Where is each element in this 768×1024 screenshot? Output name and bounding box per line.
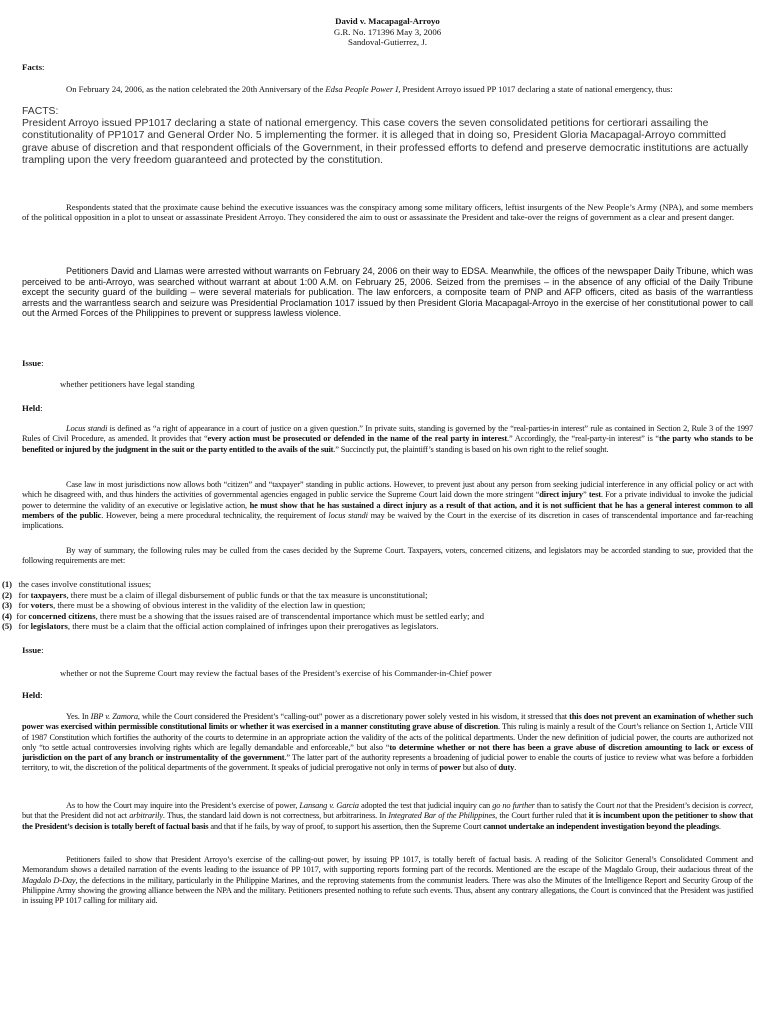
held-1-paragraph-2: Case law in most jurisdictions now allows both “citizen” and “taxpayer” standing in public actions. However, to prevent just about any person from seeking judicial interference in any official policy or act with which he disagreed with, and thus hinders the activities of governmental agencies engaged in public service the Supreme Court laid down the more stringent “direct injury” test. For a private individual to invoke the judicial power to determine the validity of an executive or legislative action, he must show that he has sustained a direct injury as a result of that action, and it is not sufficient that he has a general interest common to all members of the public. However, being a mere procedural technicality, the requirement of locus standi may be waived by the Court in the exercise of its discretion in cases of transcendental importance and far-reaching implications. — [22, 480, 754, 531]
requirements-list — [2, 579, 742, 632]
facts-intro-text-end: President Arroyo issued PP 1017 declaring a state of national emergency, thus: — [400, 84, 673, 94]
held-2-heading: Held: — [22, 690, 43, 700]
gr-number: G.R. No. 171396 May 3, 2006 — [333, 26, 442, 37]
respondents-paragraph — [22, 202, 753, 223]
held-1-heading: Held: — [22, 403, 43, 413]
facts-heading: Facts: — [22, 62, 45, 72]
petitioners-text: Petitioners David and Llamas were arrested without warrants on February 24, 2006 on their way to EDSA. Meanwhile, the offices of the newspaper Daily Tribune, which was perceived to be anti-Arroyo, was searched without warrant at about 1:00 A.M. on February 25, 2006. Seized from the premises – in the absence of any official of the Daily Tribune except the security guard of the building – were several materials for publication. The law enforcers, a composite team of PNP and AFP officers, cited as basis of the warrantless arrests and the warrantless search and seizure was Presidential Proclamation 1017 issued by then President Gloria Macapagal-Arroyo in the exercise of her constitutional power to call out the Armed Forces of the Philippines to prevent or suppress lawless violence. — [22, 266, 753, 318]
facts-summary — [22, 106, 753, 167]
petitioners-paragraph — [22, 266, 753, 319]
held-1-paragraph-1: Locus standi is defined as “a right of appearance in a court of justice on a given question.” In private suits, standing is governed by the “real-parties-in interest” rule as contained in Section 2, Rule 3 of the 1997 Rules of Civil Procedure, as amended. It provides that “every action must be prosecuted or defended in the name of the real party in interest.” Accordingly, the “real-party-in interest” is “the party who stands to be benefited or injured by the judgment in the suit or the party entitled to the avails of the suit.” Succinctly put, the plaintiff’s standing is based on his own right to the relief sought. — [22, 424, 754, 454]
facts-summary-text: President Arroyo issued PP1017 declaring a state of national emergency. This case covers the seven consolidated petitions for certiorari assailing the constitutionality of PP1017 and General Order No. 5 implementing the former. it is alleged that in doing so, President Gloria Macapagal-Arroyo committed grave abuse of discretion and that respondent officials of the Government, in their professed efforts to defend and preserve democratic institutions are actually trampling upon the very freedom guaranteed and protected by the constitution. — [22, 118, 749, 166]
issue-2-heading: Issue: — [22, 645, 44, 655]
issue-2-text — [22, 668, 753, 678]
list-item: (4) for concerned citizens, there must be a showing that the issues raised are of transcendental importance which must be settled early; and — [2, 610, 485, 621]
held-2-paragraph-1: Yes. In IBP v. Zamora, while the Court considered the President’s “calling-out” power as a discretionary power solely vested in his wisdom, it stressed that this does not prevent an examination of whether such power was exercised within permissible constitutional limits or whether it was exercised in a manner constituting grave abuse of discretion. This ruling is mainly a result of the Court’s reliance on Section 1, Article VIII of 1987 Constitution which fortifies the authority of the courts to determine in an appropriate action the validity of the acts of the political departments. Under the new definition of judicial power, the courts are authorized not only “to settle actual controversies involving rights which are legally demandable and enforceable,” but also “to determine whether or not there has been a grave abuse of discretion amounting to lack or excess of jurisdiction on the part of any branch or instrumentality of the government.” The latter part of the authority represents a broadening of judicial power to enable the courts of justice to review what was before a forbidden territory, to wit, the discretion of the political departments of the government. It speaks of judicial prerogative not only in terms of power but also of duty. — [22, 712, 754, 773]
held-1-paragraph-3: By way of summary, the following rules may be culled from the cases decided by the Supreme Court. Taxpayers, voters, concerned citizens, and legislators may be accorded standing to sue, provided that the following requirements are met: — [22, 546, 753, 566]
issue-1-text — [22, 379, 753, 389]
facts-summary-label: FACTS: — [22, 106, 59, 117]
issue-1-question: whether petitioners have legal standing — [60, 379, 195, 389]
list-item: (1) the cases involve constitutional issues; — [2, 579, 152, 589]
facts-intro-italic: Edsa People Power I, — [325, 84, 401, 94]
ponente: Sandoval-Gutierrez, J. — [348, 37, 427, 48]
held-2-paragraph-3: Petitioners failed to show that President Arroyo’s exercise of the calling-out power, by issuing PP 1017, is totally bereft of factual basis. A reading of the Solicitor General’s Consolidated Comment and Memorandum shows a detailed narration of the events leading to the issuance of PP 1017, with supporting reports forming part of the records. Mentioned are the escape of the Magdalo Group, their audacious threat of the Magdalo D-Day, the defections in the military, particularly in the Philippine Marines, and the reproving statements from the communist leaders. There was also the Minutes of the Intelligence Report and Security Group of the Philippine Army showing the growing alliance between the NPA and the military. Petitioners presented nothing to refute such events. Thus, absent any contrary allegations, the Court is convinced that the President was justified in issuing PP 1017 calling for military aid. — [22, 855, 753, 906]
list-item: (3) for voters, there must be a showing of obvious interest in the validity of the election law in question; — [2, 600, 366, 611]
case-title: David v. Macapagal-Arroyo — [335, 16, 440, 26]
issue-1-heading: Issue: — [22, 358, 44, 368]
issue-2-question: whether or not the Supreme Court may review the factual bases of the President’s exercise of his Commander-in-Chief power — [60, 668, 492, 678]
held-2-paragraph-2: As to how the Court may inquire into the President’s exercise of power, Lansang v. Garcia adopted the test that judicial inquiry can go no further than to satisfy the Court not that the President’s decision is correct, but that the President did not act arbitrarily. Thus, the standard laid down is not correctness, but arbitrariness. In Integrated Bar of the Philippines, the Court further ruled that it is incumbent upon the petitioner to show that the President’s decision is totally bereft of factual basis and that if he fails, by way of proof, to support his assertion, then the Supreme Court cannot undertake an independent investigation beyond the pleadings. — [22, 801, 753, 831]
case-header — [22, 16, 753, 48]
facts-intro-text: On February 24, 2006, as the nation celebrated the 20th Anniversary of the — [66, 84, 326, 94]
list-item: (5) for legislators, there must be a claim that the official action complained of infringes upon their prerogatives as legislators. — [2, 621, 439, 632]
facts-intro — [22, 84, 753, 94]
respondents-text: Respondents stated that the proximate cause behind the executive issuances was the conspiracy among some military officers, leftist insurgents of the New People’s Army (NPA), and some members of the political opposition in a plot to unseat or assassinate President Arroyo. They considered the aim to oust or assassinate the President and take-over the reigns of government as a clear and present danger. — [22, 202, 753, 223]
list-item: (2) for taxpayers, there must be a claim of illegal disbursement of public funds or that the tax measure is unconstitutional; — [2, 589, 428, 600]
